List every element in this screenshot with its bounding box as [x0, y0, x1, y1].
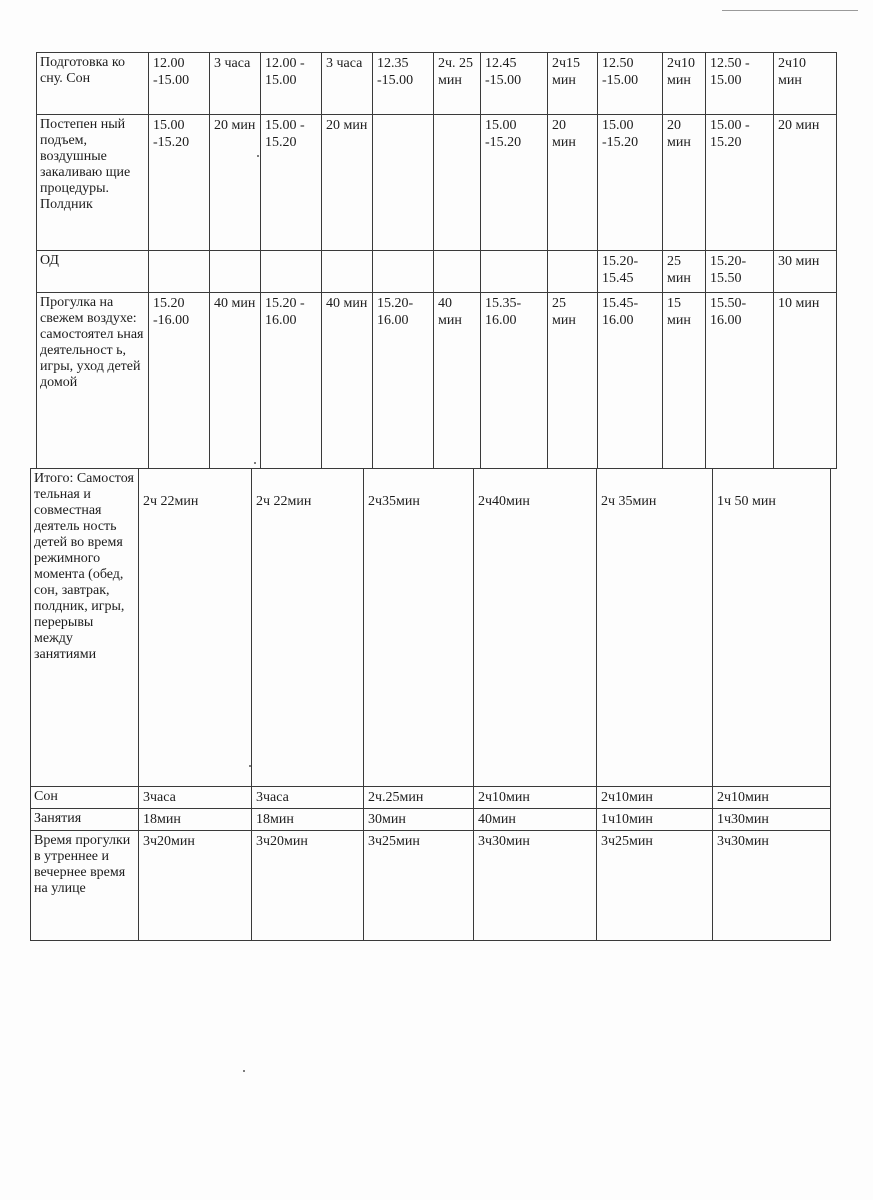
table-cell: 2ч 35мин	[597, 469, 713, 787]
table-cell: 2ч 22мин	[252, 469, 364, 787]
table-cell	[548, 251, 598, 293]
table-cell: 15.20 -16.00	[149, 293, 210, 469]
row-label: ОД	[37, 251, 149, 293]
table-cell: 15.20- 16.00	[373, 293, 434, 469]
table-cell: 15.00 - 15.20	[261, 115, 322, 251]
table-cell: 2ч 22мин	[139, 469, 252, 787]
table-row	[37, 53, 837, 115]
table-cell: 18мин	[252, 809, 364, 831]
scan-speck	[254, 462, 256, 464]
table-cell: 12.35 -15.00	[373, 53, 434, 115]
table-cell: 2ч10 мин	[663, 53, 706, 115]
table-cell	[373, 115, 434, 251]
table-cell: 3ч20мин	[252, 831, 364, 941]
table-row	[31, 809, 831, 831]
table-cell: 1ч30мин	[713, 809, 831, 831]
table-cell: 3ч25мин	[364, 831, 474, 941]
table-cell: 2ч10мин	[474, 787, 597, 809]
table-cell: 15.20- 15.50	[706, 251, 774, 293]
table-cell	[210, 251, 261, 293]
table-cell	[434, 251, 481, 293]
table-cell: 30 мин	[774, 251, 837, 293]
table-cell: 20 мин	[548, 115, 598, 251]
table-cell: 12.00 - 15.00	[261, 53, 322, 115]
table-cell: 18мин	[139, 809, 252, 831]
table-cell: 25 мин	[548, 293, 598, 469]
table-cell: 12.50 - 15.00	[706, 53, 774, 115]
table-cell: 3ч30мин	[713, 831, 831, 941]
table-cell: 15.20 - 16.00	[261, 293, 322, 469]
table-cell: 12.00 -15.00	[149, 53, 210, 115]
table-cell: 3ч25мин	[597, 831, 713, 941]
table-cell: 15.45- 16.00	[598, 293, 663, 469]
table-cell	[481, 251, 548, 293]
table-cell	[373, 251, 434, 293]
scan-speck	[243, 1070, 245, 1072]
table-cell: 15 мин	[663, 293, 706, 469]
table-cell: 2ч35мин	[364, 469, 474, 787]
table-cell: 3 часа	[210, 53, 261, 115]
table-cell: 20 мин	[774, 115, 837, 251]
table-cell: 3часа	[252, 787, 364, 809]
row-label: Постепен ный подъем, воздушные закаливаю щие процедуры. Полдник	[37, 115, 149, 251]
table-cell: 15.00 - 15.20	[706, 115, 774, 251]
table-row	[37, 251, 837, 293]
scan-edge-line	[722, 10, 858, 11]
row-label: Занятия	[31, 809, 139, 831]
table-cell: 2ч10мин	[597, 787, 713, 809]
table-cell: 2ч10мин	[713, 787, 831, 809]
table-cell	[322, 251, 373, 293]
table-row	[31, 787, 831, 809]
table-cell: 15.50- 16.00	[706, 293, 774, 469]
table-cell: 20 мин	[322, 115, 373, 251]
table-cell: 15.20- 15.45	[598, 251, 663, 293]
table-cell: 20 мин	[663, 115, 706, 251]
table-cell: 40мин	[474, 809, 597, 831]
table-cell: 2ч. 25 мин	[434, 53, 481, 115]
table-cell: 3часа	[139, 787, 252, 809]
table-row	[31, 831, 831, 941]
table-cell: 15.00 -15.20	[598, 115, 663, 251]
table-cell: 12.50 -15.00	[598, 53, 663, 115]
table-cell: 2ч10 мин	[774, 53, 837, 115]
table-cell: 25 мин	[663, 251, 706, 293]
row-label: Подготовка ко сну. Сон	[37, 53, 149, 115]
table-cell: 3ч20мин	[139, 831, 252, 941]
table-cell	[434, 115, 481, 251]
table-cell: 15.00 -15.20	[481, 115, 548, 251]
table-cell: 40 мин	[322, 293, 373, 469]
table-cell: 1ч10мин	[597, 809, 713, 831]
table-cell	[261, 251, 322, 293]
table-row	[37, 115, 837, 251]
table-cell: 40 мин	[434, 293, 481, 469]
table-cell: 30мин	[364, 809, 474, 831]
schedule-table-summary	[30, 468, 831, 941]
table-cell: 1ч 50 мин	[713, 469, 831, 787]
row-label: Сон	[31, 787, 139, 809]
table-cell: 2ч40мин	[474, 469, 597, 787]
row-label: Время прогулки в утреннее и вечернее время на улице	[31, 831, 139, 941]
table-row	[37, 293, 837, 469]
schedule-table-top	[36, 52, 837, 469]
table-cell: 12.45 -15.00	[481, 53, 548, 115]
table-cell: 3 часа	[322, 53, 373, 115]
table-cell: 20 мин	[210, 115, 261, 251]
scan-speck	[249, 765, 251, 767]
table-row	[31, 469, 831, 787]
table-cell: 15.00 -15.20	[149, 115, 210, 251]
row-label: Итого: Самостоя тельная и совместная деятель ность детей во время режимного момента (обед, сон, завтрак, полдник, игры, перерывы между занятиями	[31, 469, 139, 787]
table-cell: 2ч15 мин	[548, 53, 598, 115]
table-cell	[149, 251, 210, 293]
scan-speck	[257, 155, 259, 157]
row-label: Прогулка на свежем воздухе: самостоятел ьная деятельност ь, игры, уход детей домой	[37, 293, 149, 469]
table-cell: 3ч30мин	[474, 831, 597, 941]
table-cell: 10 мин	[774, 293, 837, 469]
table-cell: 40 мин	[210, 293, 261, 469]
table-cell: 2ч.25мин	[364, 787, 474, 809]
table-cell: 15.35- 16.00	[481, 293, 548, 469]
